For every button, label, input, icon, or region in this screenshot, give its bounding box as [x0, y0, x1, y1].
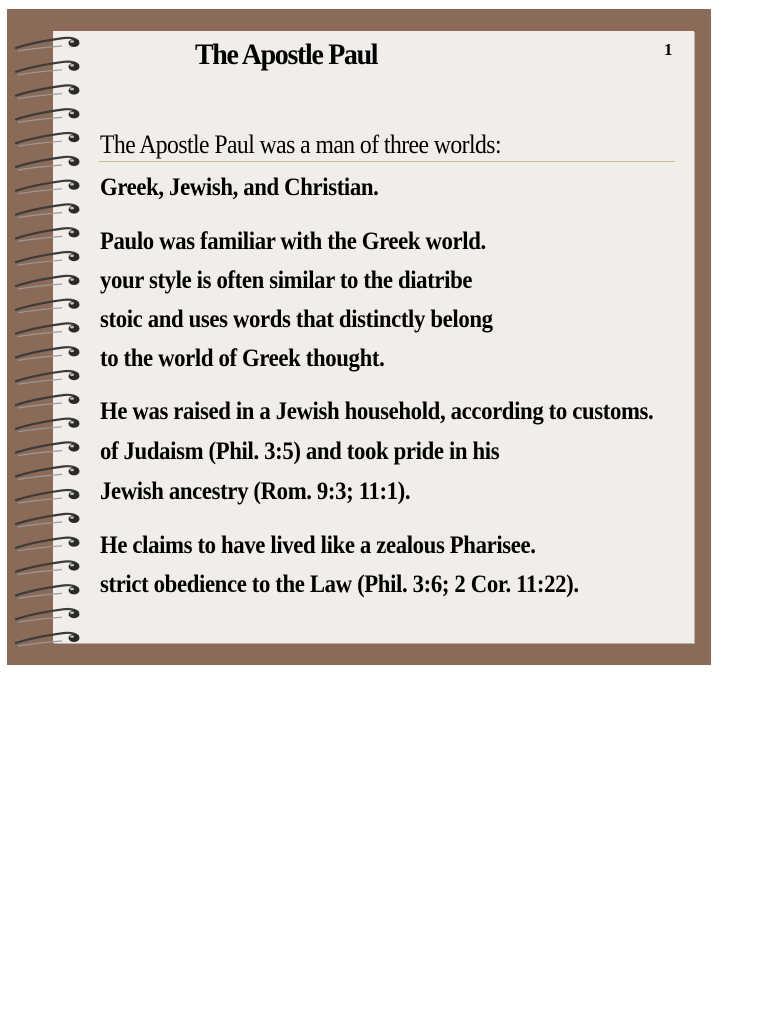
ring-icon — [16, 585, 80, 598]
ring-icon — [16, 609, 80, 622]
ring-icon — [16, 633, 80, 646]
spiral-binding-icon — [12, 28, 92, 648]
body-line: Jewish ancestry (Rom. 9:3; 11:1). — [100, 478, 411, 505]
ring-icon — [16, 538, 80, 551]
body-line: your style is often similar to the diatribe — [100, 267, 473, 294]
ring-icon — [16, 371, 80, 384]
ring-icon — [16, 109, 80, 122]
ring-icon — [16, 561, 80, 574]
ring-icon — [16, 157, 80, 170]
body-line: stoic and uses words that distinctly belong — [100, 306, 493, 333]
ring-icon — [16, 300, 80, 313]
body-line: to the world of Greek thought. — [100, 345, 385, 372]
ring-icon — [16, 347, 80, 360]
body-line: Paulo was familiar with the Greek world. — [100, 228, 486, 255]
ring-icon — [16, 252, 80, 265]
ring-icon — [16, 442, 80, 455]
body-line: Greek, Jewish, and Christian. — [100, 174, 379, 201]
ring-icon — [16, 395, 80, 408]
ring-icon — [16, 38, 80, 51]
ring-icon — [16, 204, 80, 217]
ring-icon — [16, 466, 80, 479]
body-line: He claims to have lived like a zealous Pharisee. — [100, 532, 536, 559]
divider-rule — [99, 161, 675, 162]
ring-icon — [16, 85, 80, 98]
intro-line: The Apostle Paul was a man of three worlds: — [100, 130, 501, 159]
page-title: The Apostle Paul — [195, 38, 378, 71]
body-line: He was raised in a Jewish household, according to customs. — [100, 398, 654, 425]
ring-icon — [16, 181, 80, 194]
ring-icon — [16, 228, 80, 241]
ring-icon — [16, 62, 80, 75]
ring-icon — [16, 323, 80, 336]
ring-icon — [16, 276, 80, 289]
page-number: 1 — [664, 40, 673, 59]
ring-icon — [16, 490, 80, 503]
ring-icon — [16, 133, 80, 146]
ring-icon — [16, 514, 80, 527]
body-line: of Judaism (Phil. 3:5) and took pride in his — [100, 438, 500, 465]
ring-icon — [16, 419, 80, 432]
body-line: strict obedience to the Law (Phil. 3:6; 2 Cor. 11:22). — [100, 571, 579, 598]
